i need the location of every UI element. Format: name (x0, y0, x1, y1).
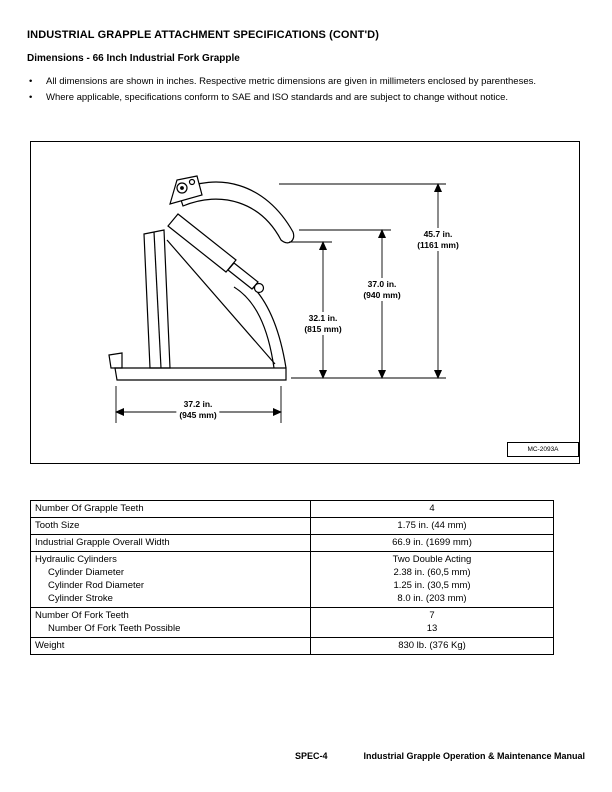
dim-metric: (940 mm) (363, 289, 401, 300)
spec-label-group (31, 608, 311, 637)
page-title: INDUSTRIAL GRAPPLE ATTACHMENT SPECIFICATIONS (CONT'D) (27, 29, 379, 41)
spec-value-group (311, 608, 553, 637)
dim-metric: (1161 mm) (417, 239, 459, 250)
dim-depth (176, 398, 219, 421)
dim-value: 37.2 in. (183, 399, 213, 409)
dim-height-mid (360, 278, 403, 301)
page-footer (0, 751, 585, 761)
spec-label-group (31, 552, 311, 607)
footer-manual-title: Industrial Grapple Operation & Maintenance Manual (363, 751, 585, 761)
footer-page-code: SPEC-4 (294, 751, 328, 761)
note-text: • Where applicable, specifications conform to SAE and ISO standards and are subject to change without notice. (46, 92, 509, 103)
grapple-arm (168, 176, 294, 293)
spec-value: 7 (429, 610, 435, 621)
dim-height-overall (414, 228, 462, 251)
spec-subvalue: 2.38 in. (60,5 mm) (393, 567, 471, 578)
spec-value: 830 lb. (376 Kg) (398, 640, 466, 651)
dim-value: 32.1 in. (308, 313, 338, 323)
spec-value: 4 (429, 503, 435, 514)
spec-sublabel: Cylinder Rod Diameter (48, 580, 145, 591)
spec-value: Two Double Acting (392, 554, 472, 565)
spec-subvalue: 13 (426, 623, 438, 634)
table-row (31, 638, 553, 654)
spec-label: Industrial Grapple Overall Width (31, 535, 311, 551)
spec-label: Number Of Fork Teeth (35, 610, 129, 621)
note-text: • All dimensions are shown in inches. Respective metric dimensions are given in millimeters enclosed by parentheses. (46, 76, 537, 87)
spec-sublabel: Cylinder Diameter (48, 567, 125, 578)
dim-height-inner (301, 312, 344, 335)
spec-label: Weight (31, 638, 311, 654)
dim-value: 45.7 in. (423, 229, 453, 239)
table-row (31, 608, 553, 638)
spec-subvalue: 1.25 in. (30,5 mm) (393, 580, 471, 591)
note-item (29, 76, 574, 88)
dim-value: 37.0 in. (367, 279, 397, 289)
note-item (29, 92, 574, 104)
table-row (31, 535, 553, 552)
specifications-table (30, 500, 554, 655)
spec-label: Tooth Size (31, 518, 311, 534)
spec-sublabel: Number Of Fork Teeth Possible (48, 623, 181, 634)
table-row (31, 518, 553, 535)
spec-sublabel: Cylinder Stroke (48, 593, 113, 604)
spec-label: Hydraulic Cylinders (35, 554, 117, 565)
dim-metric: (945 mm) (179, 409, 217, 420)
spec-value: 1.75 in. (44 mm) (397, 520, 467, 531)
table-row (31, 552, 553, 608)
notes-list (29, 76, 574, 108)
grapple-line-drawing (31, 142, 579, 463)
spec-value: 66.9 in. (1699 mm) (392, 537, 472, 548)
spec-label: Number Of Grapple Teeth (31, 501, 311, 517)
fork-frame (109, 230, 286, 380)
table-row (31, 501, 553, 518)
spec-value-group (311, 552, 553, 607)
dim-metric: (815 mm) (304, 323, 342, 334)
drawing-code-badge: MC-2093A (507, 442, 579, 457)
section-subtitle: Dimensions - 66 Inch Industrial Fork Grapple (27, 53, 240, 64)
dimension-figure (30, 141, 580, 464)
spec-subvalue: 8.0 in. (203 mm) (397, 593, 467, 604)
